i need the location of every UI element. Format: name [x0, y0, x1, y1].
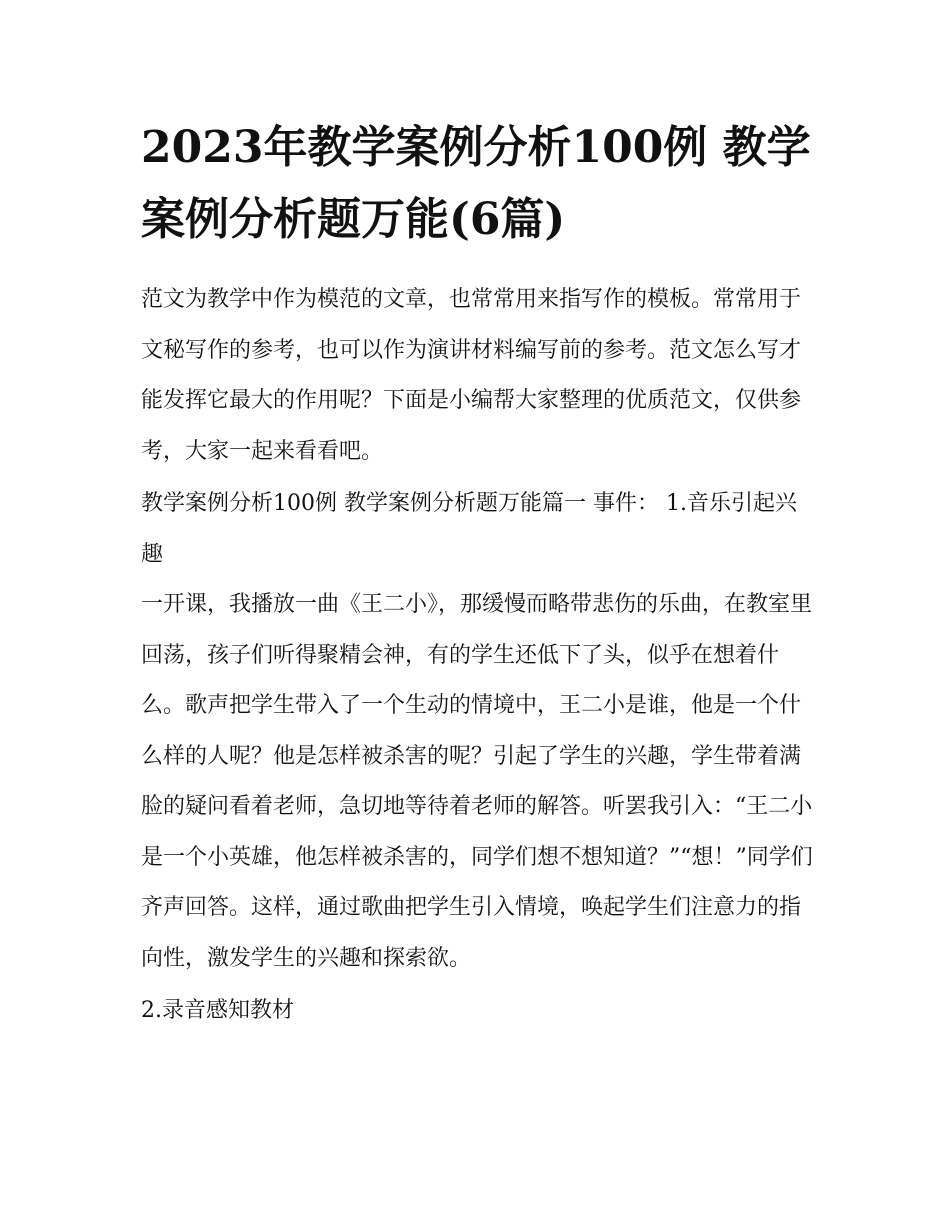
document-page: [141, 112, 813, 1037]
document-title: 2023年教学案例分析100例 教学案例分析题万能(6篇): [141, 122, 811, 245]
intro-paragraph: 范文为教学中作为模范的文章，也常常用来指写作的模板。常常用于文秘写作的参考，也可以作为演讲材料编写前的参考。范文怎么写才能发挥它最大的作用呢？下面是小编帮大家整理的优质范文，仅供参考，大家一起来看看吧。: [141, 287, 802, 464]
section-heading-paragraph: 教学案例分析100例 教学案例分析题万能篇一 事件： 1.音乐引起兴趣: [141, 491, 797, 567]
subsection-heading: 2.录音感知教材: [141, 998, 294, 1023]
story-paragraph: 一开课，我播放一曲《王二小》，那缓慢而略带悲伤的乐曲，在教室里回荡，孩子们听得聚精会神，有的学生还低下了头，似乎在想着什么。歌声把学生带入了一个生动的情境中，王二小是谁，他是一个什么样的人呢？他是怎样被杀害的呢？引起了学生的兴趣，学生带着满脸的疑问看着老师，急切地等待着老师的解答。听罢我引入：“王二小是一个小英雄，他怎样被杀害的，同学们想不想知道？”“想！”同学们齐声回答。这样，通过歌曲把学生引入情境，唤起学生们注意力的指向性，激发学生的兴趣和探索欲。: [141, 592, 813, 971]
